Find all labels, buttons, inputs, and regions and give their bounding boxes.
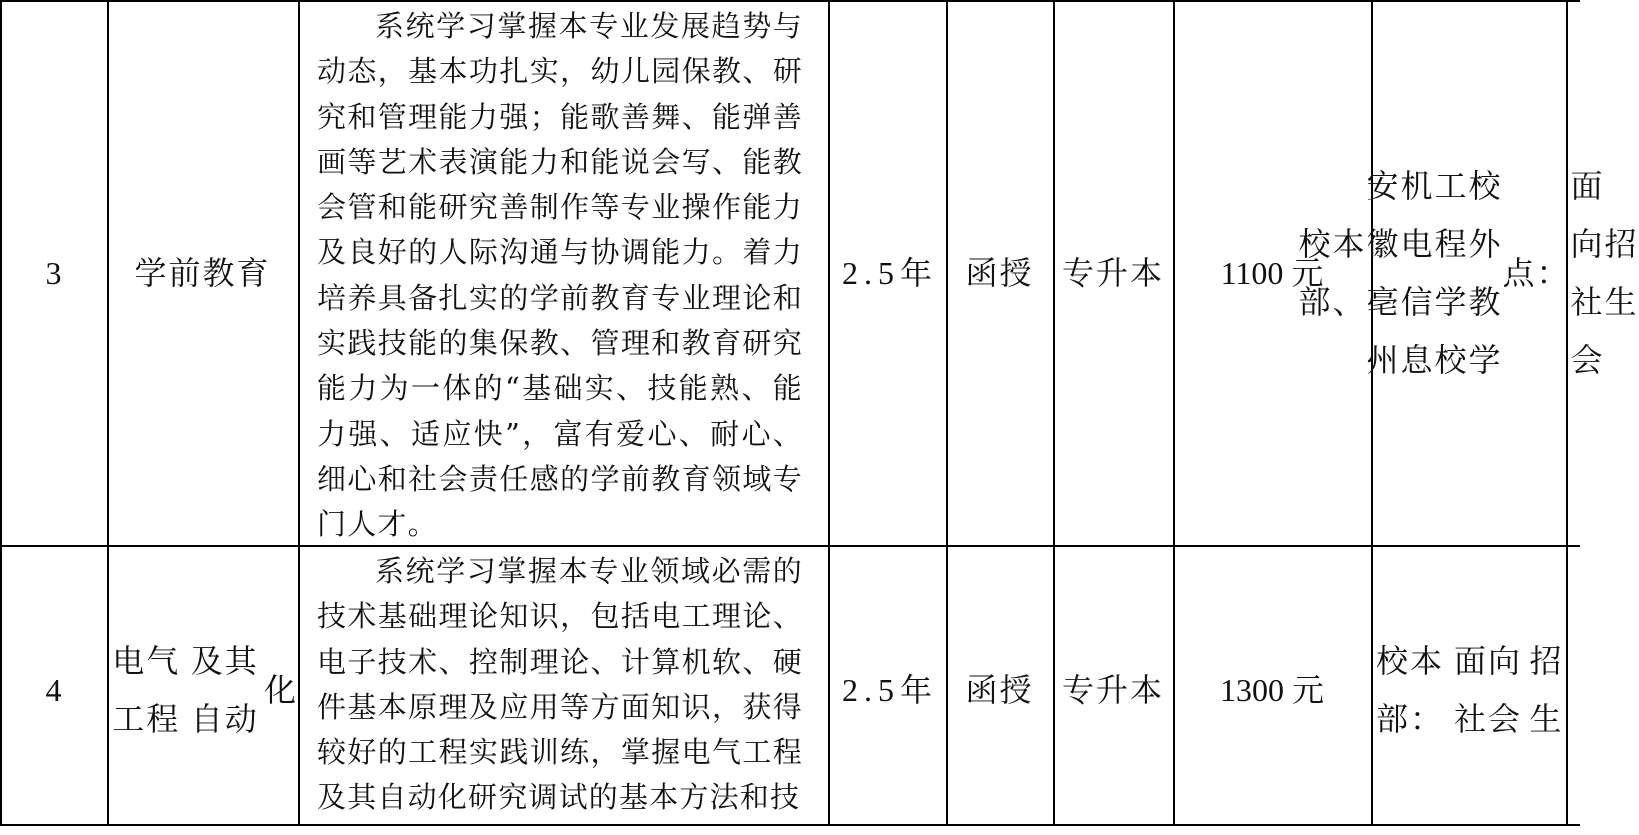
level-line: 本 [1130,253,1165,292]
location-line: 校外教学 [1468,166,1503,379]
major-name-line: 化 [263,671,298,709]
location-line: 招生 [1604,224,1639,321]
duration-unit: 年 [899,672,932,708]
location-line: 校本部、 [1298,224,1367,321]
major-name-line: 学前教育 [134,253,271,292]
location-line: 校本部： [1375,642,1444,738]
level-line: 专升 [1061,253,1130,292]
tuition-fee: 1300 元 [1219,672,1324,708]
location-line: 工程学校 [1434,166,1469,379]
duration-unit: 年 [899,254,932,291]
location-line: 面向社会 [1453,642,1522,738]
study-location [1371,545,1566,835]
major-description [317,549,803,825]
description-text: 系统学习掌握本专业领域必需的技术基础理论知识，包括电工理论、电子技术、控制理论、计算机软、硬件基本原理及应用等方面知识，获得较好的工程实践训练，掌握电气工程及其自动化研究调试的基本方法和技 [317,554,803,815]
duration-value: 2.5 [841,254,900,291]
major-name-line: 电气工程 [112,642,181,738]
study-mode: 函授 [965,253,1034,292]
table-border-right [1566,0,1568,826]
duration-value: 2.5 [841,672,900,708]
study-location [1298,0,1639,545]
level-line: 专升 [1061,671,1130,709]
education-level [1053,0,1173,545]
description-text: 系统学习掌握本专业发展趋势与动态，基本功扎实，幼儿园保教、研究和管理能力强；能歌善舞、能弹善画等艺术表演能力和能说会写、能教会管和能研究善制作等专业操作能力及良好的人际沟通与协调能力。着力培养具备扎实的学前教育专业理论和实践技能的集保教、管理和教育研究能力为一体的“基础实、技能熟、能力强、适应快”，富有爱心、耐心、细心和社会责任感的学前教育领域专门人才。 [317,9,803,542]
row-index: 3 [45,254,62,291]
major-name [107,545,298,835]
major-name-line: 及其自动 [190,642,259,738]
column-divider [298,0,300,826]
major-description [317,4,803,548]
row-index: 4 [45,672,62,708]
major-name [107,0,298,545]
location-line: 招生 [1529,642,1564,738]
study-duration [828,0,946,545]
study-duration [828,545,946,835]
education-level [1053,545,1173,835]
level-line: 本 [1130,671,1165,709]
location-line: 面向社会 [1570,166,1605,379]
location-line: 安徽亳州 [1366,166,1401,379]
study-mode: 函授 [965,671,1034,709]
location-line: 点： [1502,253,1571,292]
tuition-fee: 1100 元 [1220,254,1324,291]
location-line: 机电信息 [1400,166,1435,379]
